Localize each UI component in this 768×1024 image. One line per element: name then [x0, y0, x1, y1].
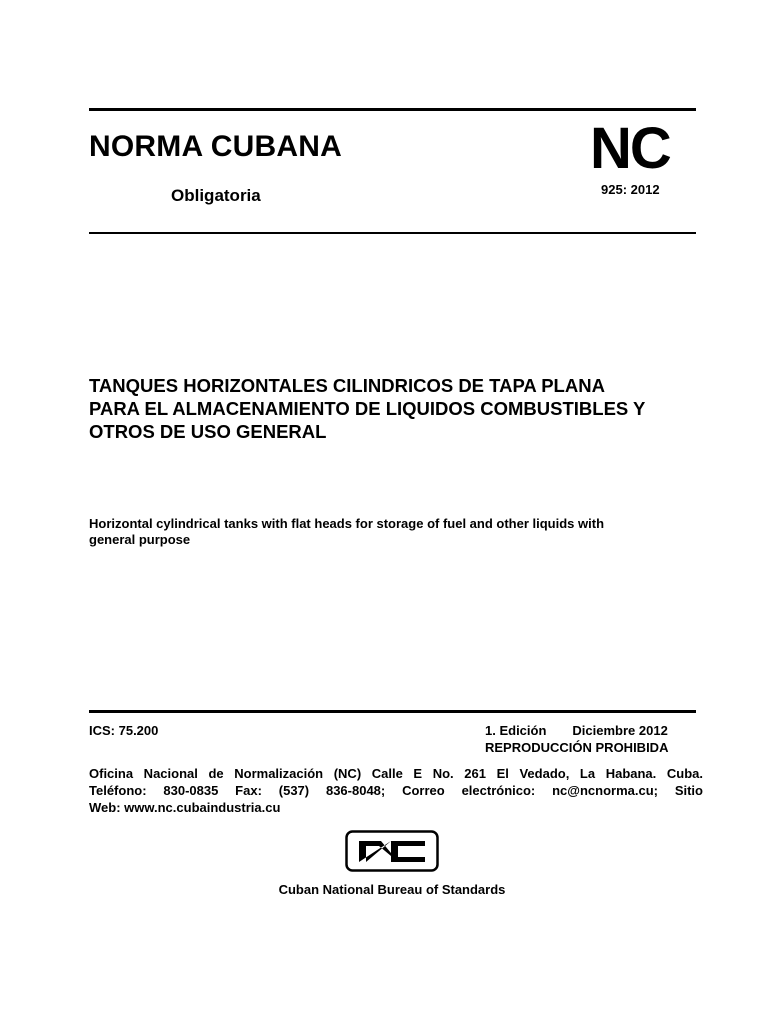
header-divider: [89, 232, 696, 234]
edition-date: Diciembre 2012: [572, 723, 668, 738]
nc-code: NC: [590, 116, 670, 181]
edition-number: 1. Edición: [485, 723, 547, 738]
top-rule: [89, 108, 696, 111]
title-en-line: general purpose: [89, 532, 191, 547]
title-es-line: OTROS DE USO GENERAL: [89, 421, 327, 442]
edition-info: [485, 723, 668, 738]
office-line: Web: www.nc.cubaindustria.cu: [89, 800, 281, 815]
title-en-line: Horizontal cylindrical tanks with flat heads for storage of fuel and other liquids with: [89, 516, 605, 531]
footer-rule: [89, 710, 696, 713]
document-title-spanish: [89, 374, 709, 443]
office-line: Teléfono: 830-0835 Fax: (537) 836-8048; Correo electrónico: nc@ncnorma.cu; Sitio: [89, 783, 703, 798]
title-es-line: PARA EL ALMACENAMIENTO DE LIQUIDOS COMBUSTIBLES Y: [89, 398, 646, 419]
standard-status: Obligatoria: [171, 186, 261, 205]
ics-code: ICS: 75.200: [89, 723, 159, 738]
standard-heading: NORMA CUBANA: [89, 130, 342, 163]
nc-logo: [345, 830, 439, 872]
document-title-english: [89, 516, 699, 548]
office-contact-info: [89, 765, 703, 816]
bureau-name: Cuban National Bureau of Standards: [278, 882, 506, 897]
title-es-line: TANQUES HORIZONTALES CILINDRICOS DE TAPA PLANA: [89, 375, 605, 396]
office-line: Oficina Nacional de Normalización (NC) Calle E No. 261 El Vedado, La Habana. Cuba.: [89, 766, 703, 781]
reproduction-notice: REPRODUCCIÓN PROHIBIDA: [485, 740, 669, 755]
standard-number: 925: 2012: [601, 182, 660, 197]
